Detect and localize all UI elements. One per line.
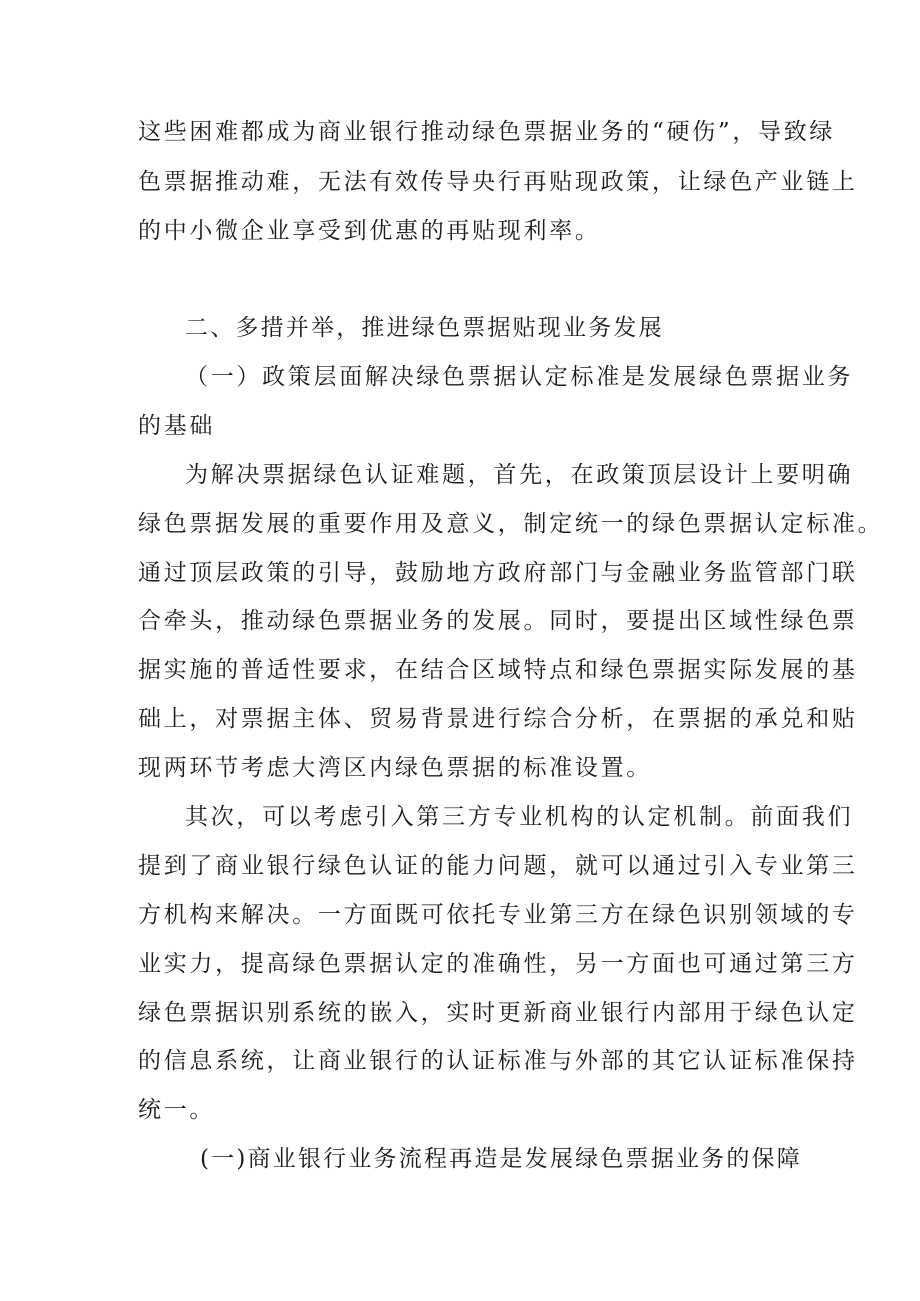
subheading-1-line-1: （一）政策层面解决绿色票据认定标准是发展绿色票据业务 (185, 364, 854, 390)
paragraph-3-line-1: 其次，可以考虑引入第三方专业机构的认定机制。前面我们 (185, 804, 854, 830)
paragraph-1-line-1: 这些困难都成为商业银行推动绿色票据业务的“硬伤”，导致绿 (138, 119, 836, 145)
paragraph-1-line-3: 的中小微企业享受到优惠的再贴现利率。 (138, 218, 601, 244)
paragraph-1-line-2: 色票据推动难，无法有效传导央行再贴现政策，让绿色产业链上 (138, 169, 858, 195)
paragraph-3-line-5: 绿色票据识别系统的嵌入，实时更新商业银行内部用于绿色认定 (138, 1000, 858, 1026)
section-heading: 二、多措并举，推进绿色票据贴现业务发展 (185, 315, 664, 341)
paragraph-3-line-3: 方机构来解决。一方面既可依托专业第三方在绿色识别领域的专 (138, 902, 858, 928)
paragraph-2-line-6: 础上，对票据主体、贸易背景进行综合分析，在票据的承兑和贴 (138, 706, 858, 732)
paragraph-2-line-3: 通过顶层政策的引导，鼓励地方政府部门与金融业务监管部门联 (138, 560, 858, 586)
paragraph-3-line-6: 的信息系统，让商业银行的认证标准与外部的其它认证标准保持 (138, 1048, 858, 1074)
paragraph-2-line-7: 现两环节考虑大湾区内绿色票据的标准设置。 (138, 755, 652, 781)
paragraph-3-line-7: 统一。 (138, 1097, 216, 1123)
paragraph-3-line-2: 提到了商业银行绿色认证的能力问题，就可以通过引入专业第三 (138, 853, 858, 879)
paragraph-2-line-1: 为解决票据绿色认证难题，首先，在政策顶层设计上要明确 (185, 462, 854, 488)
paragraph-2-line-5: 据实施的普适性要求，在结合区域特点和绿色票据实际发展的基 (138, 657, 858, 683)
paragraph-2-line-4: 合牵头，推动绿色票据业务的发展。同时，要提出区域性绿色票 (138, 608, 858, 634)
paragraph-3-line-4: 业实力，提高绿色票据认定的准确性，另一方面也可通过第三方 (138, 951, 858, 977)
subheading-2: (一)商业银行业务流程再造是发展绿色票据业务的保障 (200, 1146, 802, 1172)
paragraph-2-line-2: 绿色票据发展的重要作用及意义，制定统一的绿色票据认定标准。 (138, 511, 884, 537)
subheading-1-line-2: 的基础 (138, 413, 216, 439)
